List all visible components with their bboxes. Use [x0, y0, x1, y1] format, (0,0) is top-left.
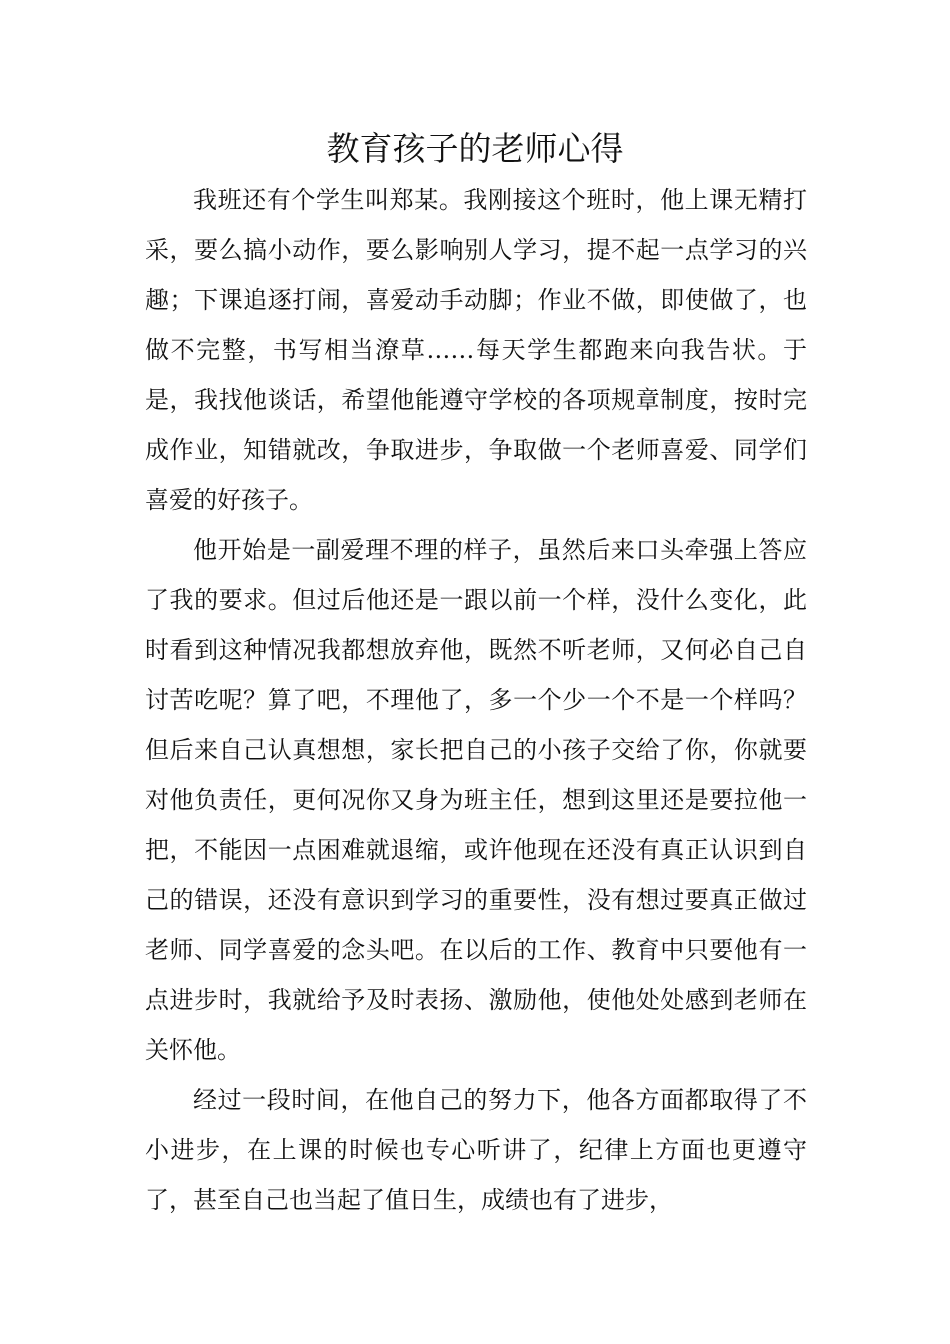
paragraph-1: 我班还有个学生叫郑某。我刚接这个班时，他上课无精打采，要么搞小动作，要么影响别人学习，提不起一点学习的兴趣；下课追逐打闹，喜爱动手动脚；作业不做，即使做了，也做不完整，书写相当潦草……每天学生都跑来向我告状。于是，我找他谈话，希望他能遵守学校的各项规章制度，按时完成作业，知错就改，争取进步，争取做一个老师喜爱、同学们喜爱的好孩子。: [145, 186, 807, 514]
paragraph-2: 他开始是一副爱理不理的样子，虽然后来口头牵强上答应了我的要求。但过后他还是一跟以前一个样，没什么变化，此时看到这种情况我都想放弃他，既然不听老师，又何必自己自讨苦吃呢？算了吧，不理他了，多一个少一个不是一个样吗？但后来自己认真想想，家长把自己的小孩子交给了你，你就要对他负责任，更何况你又身为班主任，想到这里还是要拉他一把，不能因一点困难就退缩，或许他现在还没有真正认识到自己的错误，还没有意识到学习的重要性，没有想过要真正做过老师、同学喜爱的念头吧。在以后的工作、教育中只要他有一点进步时，我就给予及时表扬、激励他，使他处处感到老师在关怀他。: [145, 536, 807, 1064]
document-title: 教育孩子的老师心得: [326, 129, 624, 168]
document-body: [145, 175, 807, 1225]
paragraph-3: 经过一段时间，在他自己的努力下，他各方面都取得了不小进步，在上课的时候也专心听讲了，纪律上方面也更遵守了，甚至自己也当起了值日生，成绩也有了进步，: [145, 1086, 807, 1214]
